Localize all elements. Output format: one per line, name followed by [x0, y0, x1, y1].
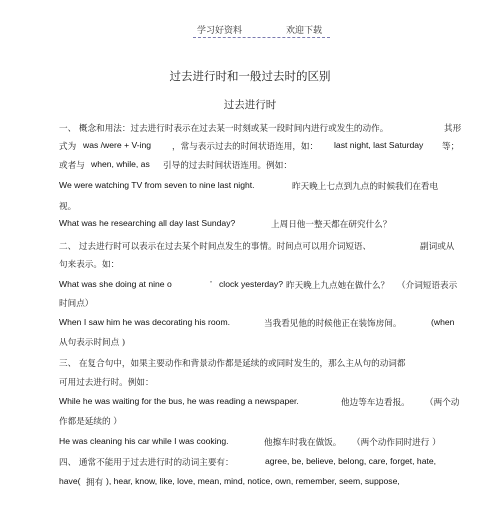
text-line: when, while, as [91, 159, 150, 169]
text-line: 四、 通常不能用于过去进行时的动词主要有： [59, 458, 234, 468]
text-line: We were watching TV from seven to nine last night. [59, 180, 255, 190]
header-right: 欢迎下载 [286, 26, 323, 36]
text-line: 或者与 [59, 161, 85, 171]
text-line: What was she doing at nine o [59, 279, 172, 289]
text-line: ，常与表示过去的时间状语连用，如： [172, 142, 319, 152]
text-line: 一、 概念和用法：过去进行时表示在过去某一时刻或某一段时间内进行或发生的动作。 [59, 124, 389, 134]
text-line: last night, last Saturday [334, 140, 424, 150]
text-line: 其形 [444, 124, 462, 134]
text-line: 副词或从 [420, 242, 455, 252]
text-line: 式为 [59, 142, 77, 152]
text-line: When I saw him he was decorating his room. [59, 317, 230, 327]
text-line: He was cleaning his car while I was cooking. [59, 436, 229, 446]
text-line: 时间点） [59, 299, 94, 309]
text-line: agree, be, believe, belong, care, forget, hate, [265, 456, 437, 466]
text-line: （两个动 [425, 398, 460, 408]
text-line: 二、 过去进行时可以表示在过去某个时间点发生的事情。时间点可以用介词短语、 [59, 242, 372, 252]
header-rule [193, 37, 330, 38]
text-line: 可用过去进行时。例如： [59, 378, 154, 388]
text-line: 从句表示时间点 ) [59, 338, 126, 348]
text-line: 引导的过去时间状语连用。例如： [163, 161, 292, 171]
text-line: 等； [442, 142, 460, 152]
text-line: 句来表示。如： [59, 260, 120, 270]
text-line: clock yesterday? [219, 279, 284, 289]
text-line: ’ [210, 279, 212, 289]
text-line: What was he researching all day last Sunday? [59, 218, 236, 228]
text-line: 他边等车边看报。 [341, 398, 410, 408]
header-left: 学习好资料 [197, 26, 243, 36]
text-line: have( [59, 476, 81, 486]
text-line: 当我看见他的时候他正在装饰房间。 [264, 319, 402, 329]
text-line: 拥有 [86, 478, 104, 488]
text-line: was /were + V-ing [83, 140, 152, 150]
text-line: 三、 在复合句中，如果主要动作和背景动作都是延续的或同时发生的，那么主从句的动词都 [59, 359, 406, 369]
text-line: 上周日他一整天都在研究什么？ [271, 220, 392, 230]
text-line: 昨天晚上九点她在做什么？ [286, 281, 390, 291]
text-line: 他擦车时我在做饭。 [264, 438, 342, 448]
text-line: While he was waiting for the bus, he was reading a newspaper. [59, 396, 299, 406]
section-subtitle: 过去进行时 [223, 99, 277, 111]
text-line: 视。 [59, 202, 77, 212]
text-line: （介词短语表示 [397, 281, 458, 291]
text-line: ), hear, know, like, love, mean, mind, notice, own, remember, seem, suppose, [106, 476, 400, 486]
text-line: 昨天晚上七点到九点的时候我们在看电 [292, 182, 439, 192]
page-title: 过去进行时和一般过去时的区别 [169, 69, 331, 83]
text-line: (when [431, 317, 455, 327]
text-line: 作都是延续的 ） [59, 417, 122, 427]
text-line: （两个动作同时进行 ） [352, 438, 441, 448]
